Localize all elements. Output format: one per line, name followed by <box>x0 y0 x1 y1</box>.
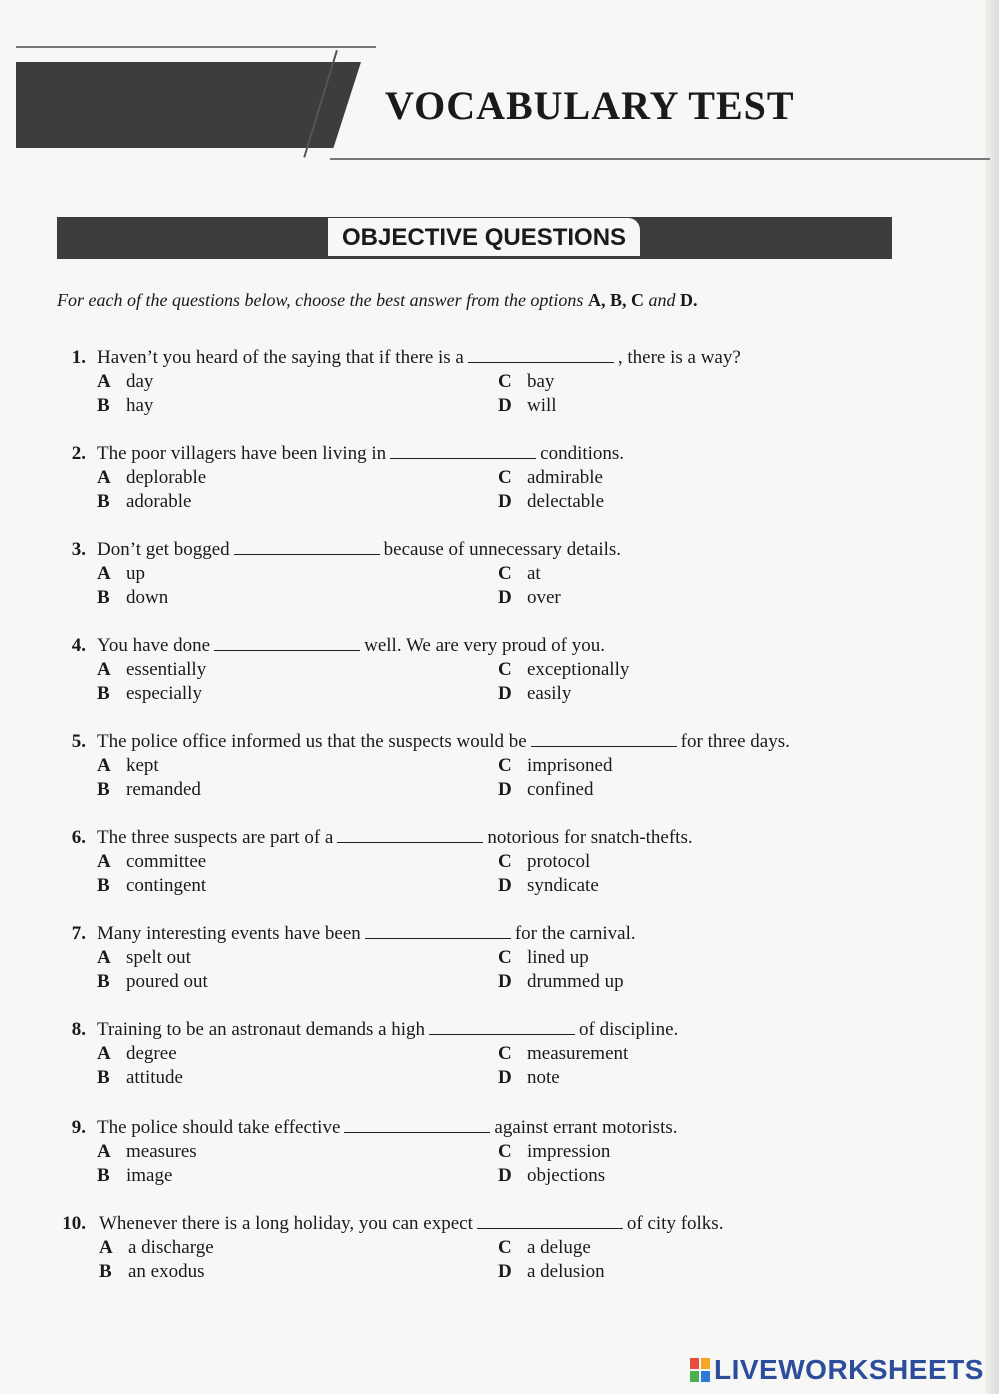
option-text: down <box>126 587 169 608</box>
answer-blank[interactable] <box>531 734 677 747</box>
answer-blank[interactable] <box>234 542 380 555</box>
option-text: at <box>527 563 541 584</box>
option-letter: D <box>498 683 512 704</box>
option-c[interactable] <box>498 371 554 393</box>
option-text: committee <box>126 851 207 872</box>
stem-after: conditions. <box>540 443 625 464</box>
option-text: a discharge <box>128 1237 214 1258</box>
option-c[interactable] <box>498 1237 591 1259</box>
option-a[interactable] <box>97 755 159 777</box>
option-c[interactable] <box>498 1141 610 1163</box>
logo-square-blue <box>701 1371 710 1382</box>
option-a[interactable] <box>97 947 191 969</box>
option-a[interactable] <box>97 1043 177 1065</box>
option-letter: C <box>498 659 512 680</box>
option-letter: B <box>97 683 110 704</box>
stem-after: for the carnival. <box>514 923 636 944</box>
stem-before: The three suspects are part of a <box>97 827 334 848</box>
stem-before: The poor villagers have been living in <box>97 443 387 464</box>
question-10 <box>60 1213 940 1297</box>
instructions-last: D. <box>679 290 698 310</box>
option-letter: C <box>498 851 512 872</box>
option-text: easily <box>527 683 572 704</box>
option-a[interactable] <box>97 1141 197 1163</box>
logo-icon <box>690 1358 710 1382</box>
option-text: kept <box>126 755 159 776</box>
question-number: 6. <box>71 827 86 848</box>
option-text: confined <box>527 779 594 800</box>
question-number: 1. <box>71 347 86 368</box>
option-text: day <box>126 371 154 392</box>
answer-blank[interactable] <box>390 446 536 459</box>
option-letter: A <box>97 755 111 776</box>
option-b[interactable] <box>97 395 153 417</box>
stem-after: of discipline. <box>579 1019 679 1040</box>
question-number: 8. <box>71 1019 86 1040</box>
option-letter: A <box>97 563 111 584</box>
option-letter: A <box>97 1141 111 1162</box>
option-d[interactable] <box>498 587 561 609</box>
stem-after: well. We are very proud of you. <box>364 635 605 656</box>
option-letter: C <box>498 467 512 488</box>
option-text: image <box>126 1165 173 1186</box>
option-text: essentially <box>126 659 207 680</box>
option-b[interactable] <box>97 779 201 801</box>
option-letter: B <box>97 587 110 608</box>
option-text: a delusion <box>527 1261 605 1282</box>
option-c[interactable] <box>498 947 589 969</box>
option-c[interactable] <box>498 467 603 489</box>
option-b[interactable] <box>97 587 168 609</box>
option-text: especially <box>126 683 202 704</box>
option-c[interactable] <box>498 563 541 585</box>
option-b[interactable] <box>99 1261 205 1283</box>
option-text: over <box>527 587 561 608</box>
option-text: impression <box>527 1141 611 1162</box>
option-text: imprisoned <box>527 755 613 776</box>
stem-after: for three days. <box>680 731 790 752</box>
option-d[interactable] <box>498 779 593 801</box>
option-letter: C <box>498 371 512 392</box>
stem-after: notorious for snatch-thefts. <box>487 827 693 848</box>
option-letter: A <box>97 851 111 872</box>
option-a[interactable] <box>97 659 206 681</box>
option-text: measurement <box>527 1043 629 1064</box>
option-d[interactable] <box>498 971 624 993</box>
question-7 <box>60 923 940 1007</box>
option-b[interactable] <box>97 683 202 705</box>
stem-before: Don’t get bogged <box>97 539 230 560</box>
option-c[interactable] <box>498 851 590 873</box>
option-c[interactable] <box>498 1043 628 1065</box>
question-2 <box>60 443 940 527</box>
option-d[interactable] <box>498 1261 605 1283</box>
option-b[interactable] <box>97 1165 172 1187</box>
option-c[interactable] <box>498 659 629 681</box>
question-4 <box>60 635 940 719</box>
stem-before: Haven’t you heard of the saying that if there is a <box>97 347 464 368</box>
option-letter: D <box>498 779 512 800</box>
stem-after: against errant motorists. <box>494 1117 678 1138</box>
answer-blank[interactable] <box>337 830 483 843</box>
option-d[interactable] <box>498 1165 605 1187</box>
option-text: syndicate <box>527 875 599 896</box>
answer-blank[interactable] <box>477 1216 623 1229</box>
option-a[interactable] <box>97 371 153 393</box>
option-letter: B <box>97 971 110 992</box>
page-title: VOCABULARY TEST <box>385 83 795 128</box>
option-text: contingent <box>126 875 207 896</box>
option-text: exceptionally <box>527 659 630 680</box>
option-letter: A <box>97 371 111 392</box>
question-stem <box>97 635 605 657</box>
instructions <box>57 290 697 311</box>
option-letter: D <box>498 1165 512 1186</box>
option-text: objections <box>527 1165 606 1186</box>
question-number: 2. <box>71 443 86 464</box>
answer-blank[interactable] <box>429 1022 575 1035</box>
stem-before: Whenever there is a long holiday, you can expect <box>99 1213 473 1234</box>
option-text: drummed up <box>527 971 624 992</box>
option-text: bay <box>527 371 555 392</box>
question-stem <box>97 539 621 561</box>
stem-before: Training to be an astronaut demands a high <box>97 1019 426 1040</box>
option-letter: B <box>99 1261 112 1282</box>
stem-before: The police office informed us that the suspects would be <box>97 731 527 752</box>
logo-square-green <box>690 1371 699 1382</box>
option-letter: C <box>498 1043 512 1064</box>
option-letter: D <box>498 971 512 992</box>
option-letter: A <box>97 1043 111 1064</box>
option-d[interactable] <box>498 683 571 705</box>
question-3 <box>60 539 940 623</box>
option-a[interactable] <box>97 467 206 489</box>
option-text: poured out <box>126 971 208 992</box>
option-text: spelt out <box>126 947 191 968</box>
question-number: 10. <box>62 1213 86 1234</box>
question-stem <box>97 1117 678 1139</box>
stem-after: , there is a way? <box>617 347 741 368</box>
option-b[interactable] <box>97 1067 183 1089</box>
option-text: up <box>126 563 145 584</box>
instructions-letters: A, B, C <box>587 290 644 310</box>
option-b[interactable] <box>97 971 208 993</box>
question-5 <box>60 731 940 815</box>
option-letter: B <box>97 1067 110 1088</box>
logo-square-red <box>690 1358 699 1369</box>
question-stem <box>97 347 741 369</box>
answer-blank[interactable] <box>468 350 614 363</box>
option-letter: C <box>498 1237 512 1258</box>
stem-before: Many interesting events have been <box>97 923 361 944</box>
option-text: measures <box>126 1141 197 1162</box>
question-number: 4. <box>71 635 86 656</box>
banner-baseline <box>330 158 990 160</box>
question-6 <box>60 827 940 911</box>
question-1 <box>60 347 940 431</box>
option-text: deplorable <box>126 467 207 488</box>
option-text: hay <box>126 395 154 416</box>
option-b[interactable] <box>97 491 191 513</box>
question-9 <box>60 1117 940 1201</box>
question-number: 5. <box>71 731 86 752</box>
option-text: will <box>527 395 557 416</box>
option-d[interactable] <box>498 1067 560 1089</box>
option-letter: D <box>498 491 512 512</box>
option-text: degree <box>126 1043 177 1064</box>
option-text: an exodus <box>128 1261 205 1282</box>
option-text: note <box>527 1067 560 1088</box>
answer-blank[interactable] <box>365 926 511 939</box>
question-stem <box>97 731 790 753</box>
option-letter: D <box>498 1067 512 1088</box>
option-text: remanded <box>126 779 201 800</box>
option-letter: C <box>498 1141 512 1162</box>
question-stem <box>97 923 636 945</box>
option-letter: D <box>498 1261 512 1282</box>
option-letter: B <box>97 1165 110 1186</box>
option-text: a deluge <box>527 1237 591 1258</box>
option-letter: A <box>99 1237 113 1258</box>
option-letter: C <box>498 563 512 584</box>
answer-blank[interactable] <box>214 638 360 651</box>
option-text: adorable <box>126 491 192 512</box>
option-b[interactable] <box>97 875 206 897</box>
option-c[interactable] <box>498 755 613 777</box>
banner-top-line <box>16 46 376 48</box>
option-a[interactable] <box>97 851 206 873</box>
instructions-joiner: and <box>648 290 676 310</box>
option-a[interactable] <box>99 1237 214 1259</box>
question-number: 9. <box>71 1117 86 1138</box>
question-stem <box>97 1019 678 1041</box>
stem-after: because of unnecessary details. <box>383 539 622 560</box>
instructions-text: For each of the questions below, choose the best answer from the options <box>57 290 584 310</box>
option-letter: C <box>498 947 512 968</box>
stem-before: The police should take effective <box>97 1117 341 1138</box>
option-a[interactable] <box>97 563 145 585</box>
question-number: 7. <box>71 923 86 944</box>
option-text: delectable <box>527 491 605 512</box>
answer-blank[interactable] <box>344 1120 490 1133</box>
option-letter: A <box>97 947 111 968</box>
option-d[interactable] <box>498 491 604 513</box>
option-letter: D <box>498 395 512 416</box>
question-stem <box>99 1213 723 1235</box>
option-letter: C <box>498 755 512 776</box>
logo-text: LIVEWORKSHEETS <box>714 1354 984 1385</box>
option-d[interactable] <box>498 875 599 897</box>
question-stem <box>97 443 624 465</box>
liveworksheets-logo[interactable] <box>690 1352 984 1388</box>
option-letter: D <box>498 587 512 608</box>
stem-before: You have done <box>97 635 211 656</box>
question-8 <box>60 1019 940 1103</box>
option-text: lined up <box>527 947 589 968</box>
option-text: protocol <box>527 851 591 872</box>
section-title: OBJECTIVE QUESTIONS <box>328 218 640 256</box>
question-stem <box>97 827 693 849</box>
option-d[interactable] <box>498 395 557 417</box>
option-letter: B <box>97 491 110 512</box>
option-text: admirable <box>527 467 603 488</box>
option-letter: B <box>97 875 110 896</box>
logo-square-orange <box>701 1358 710 1369</box>
option-letter: A <box>97 659 111 680</box>
option-letter: D <box>498 875 512 896</box>
question-number: 3. <box>71 539 86 560</box>
option-letter: B <box>97 395 110 416</box>
option-text: attitude <box>126 1067 183 1088</box>
option-letter: A <box>97 467 111 488</box>
stem-after: of city folks. <box>626 1213 724 1234</box>
option-letter: B <box>97 779 110 800</box>
page-edge <box>985 0 999 1394</box>
